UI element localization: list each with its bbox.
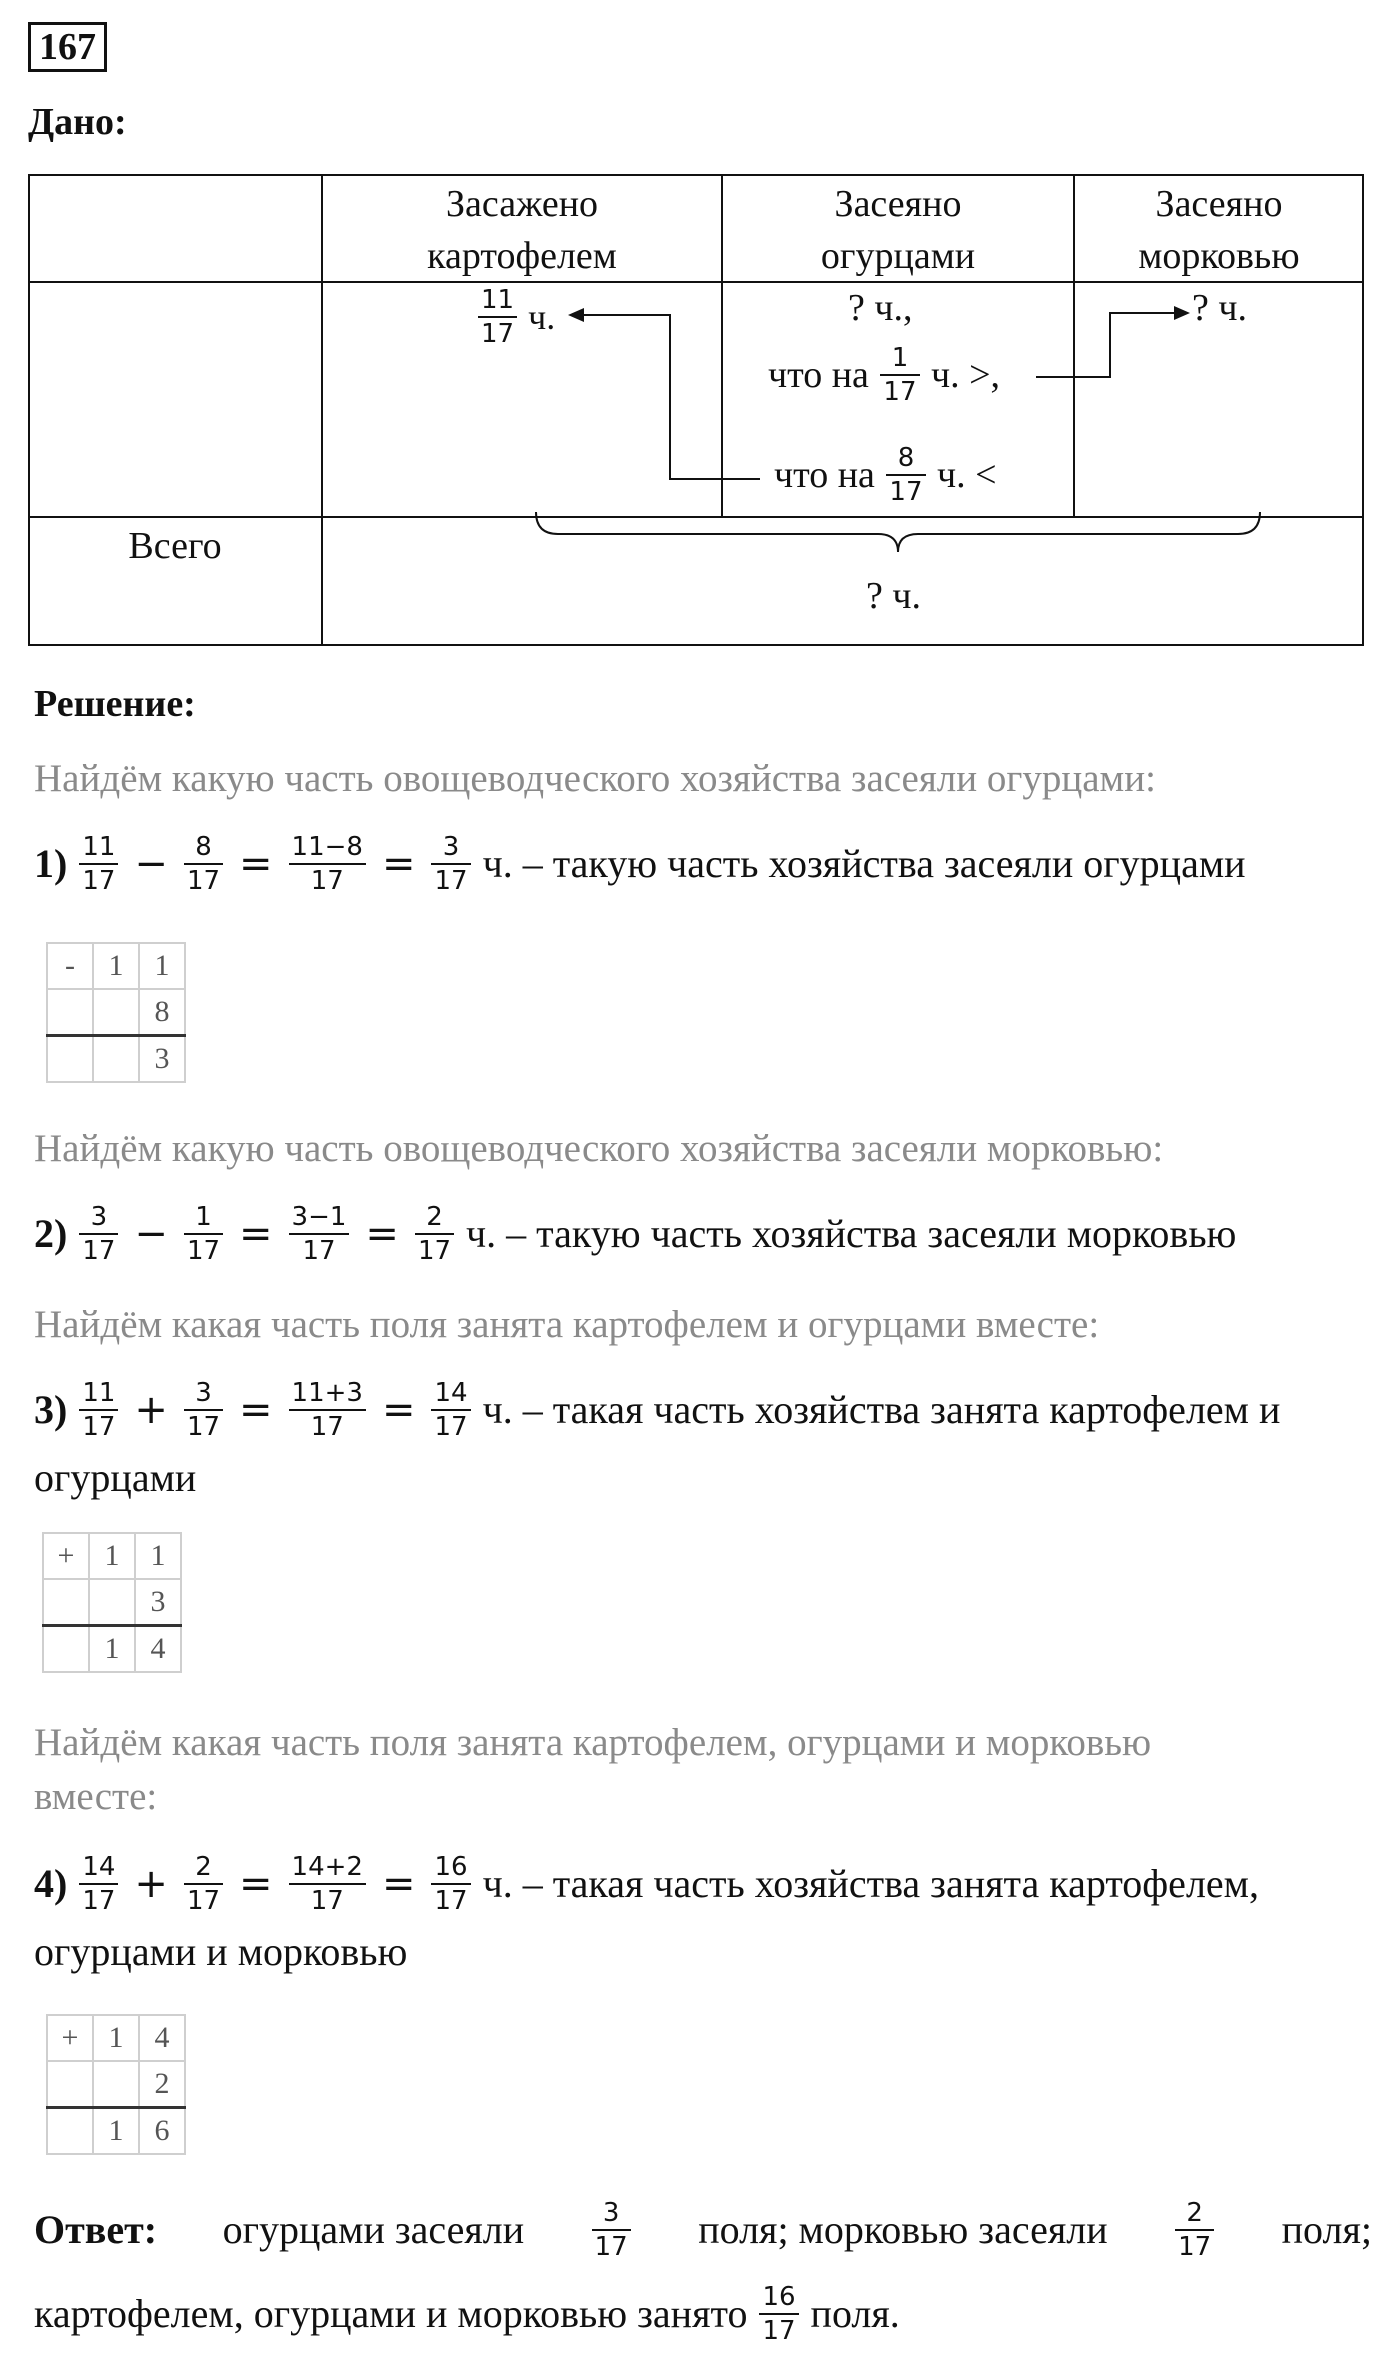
header-cucumbers: Засеяно огурцами [820,183,976,277]
cucumber-compare-more: что на $\frac{1}{17}$ ч. >, [768,343,1001,407]
problem-number: 167 [28,22,107,72]
step4-hint: Найдём какая часть поля занята картофелем, огурцами и морковью [34,1721,1152,1764]
header-potato: Засажено картофелем [427,183,617,277]
arrow-to-potato [580,315,760,479]
given-label: Дано: [28,101,127,143]
step2-hint: Найдём какую часть овощеводческого хозяйства засеяли морковью: [34,1127,1164,1170]
cucumber-question: ? ч., [848,287,913,329]
given-table [28,174,1366,648]
step2-equation: 2) $\frac{3}{17}$ − $\frac{1}{17}$ = $\frac{3-1}{17}$ = $\frac{2}{17}$ ч. – такую часть хозяйства засеяли морковью [34,1201,1237,1266]
answer-fraction-2: $\frac{2}{17}$ [1175,2197,1214,2263]
answer-block [34,2190,1372,2354]
step4-hint-continuation: вместе: [34,1775,158,1818]
step3-column-calc: + 1 1 3 1 4 [42,1532,182,1673]
step3-equation: 3) $\frac{11}{17}$ + $\frac{3}{17}$ = $\frac{11+3}{17}$ = $\frac{14}{17}$ ч. – такая часть хозяйства занята картофелем и [34,1377,1281,1442]
arrow-to-carrot [1036,313,1178,377]
carrot-question: ? ч. [1192,287,1247,329]
step1-column-calc: - 1 1 8 3 [46,942,186,1083]
answer-fraction-1: $\frac{3}{17}$ [592,2197,631,2263]
step4-continuation: огурцами и морковью [34,1929,408,1974]
step4-column-calc: + 1 4 2 1 6 [46,2014,186,2155]
solution-label: Решение: [34,683,196,725]
potato-value: $\frac{11}{17}$ ч. [476,284,555,350]
step1-hint: Найдём какую часть овощеводческого хозяйства засеяли огурцами: [34,757,1156,800]
total-label: Всего [128,525,222,567]
step1-equation: 1) $\frac{11}{17}$ − $\frac{8}{17}$ = $\frac{11-8}{17}$ = $\frac{3}{17}$ ч. – такую часть хозяйства засеяли огурцами [34,831,1246,896]
step4-equation: 4) $\frac{14}{17}$ + $\frac{2}{17}$ = $\frac{14+2}{17}$ = $\frac{16}{17}$ ч. – такая часть хозяйства занята картофелем, [34,1851,1259,1916]
step3-continuation: огурцами [34,1455,197,1500]
total-question: ? ч. [866,575,921,617]
answer-fraction-3: $\frac{16}{17}$ [759,2281,798,2347]
step3-hint: Найдём какая часть поля занята картофелем и огурцами вместе: [34,1303,1100,1346]
answer-label: Ответ: [34,2207,158,2252]
header-carrot: Засеяно морковью [1138,183,1300,277]
answer-line-2: картофелем, огурцами и морковью занято $\frac{16}{17}$ поля. [34,2281,900,2346]
answer-line-1: Ответ: огурцами засеяли $\frac{3}{17}$ поля; морковью засеяли $\frac{2}{17}$ поля; [34,2190,1372,2270]
cucumber-compare-less: что на $\frac{8}{17}$ ч. < [774,443,997,507]
